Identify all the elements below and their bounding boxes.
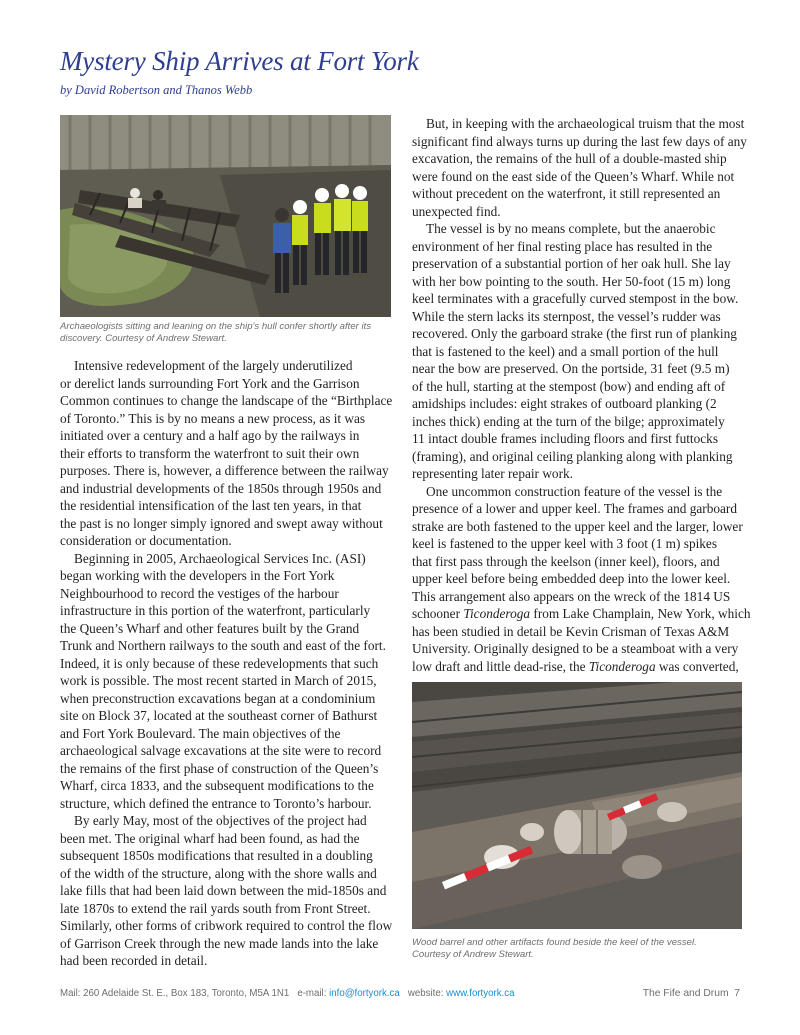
text-line: Neighbourhood to record the vestiges of the harbour (60, 585, 339, 601)
text-line: inches thick) ending at the turn of the bilge; approximately (412, 413, 725, 429)
text-line: been met. The original wharf had been found, as had the (60, 830, 360, 846)
text-line: initiated over a century and a half ago by the railways in (60, 428, 360, 443)
text-line: (framing), and original ceiling planking along with planking (412, 448, 733, 464)
article-title: Mystery Ship Arrives at Fort York (60, 46, 419, 76)
text-line: preservation of a substantial portion of her oak hull. She lay (412, 256, 731, 271)
text-line: that is fastened to the keel) and a small portion of the hull (412, 343, 719, 359)
text-line: or derelict lands surrounding Fort York and the Garrison (60, 375, 360, 391)
text-line: One uncommon construction feature of the vessel is the (426, 483, 723, 499)
text-line: structure, which defined the entrance to Toronto’s harbour. (60, 795, 372, 811)
page-number: 7 (734, 988, 740, 999)
text-line: amidships includes: eight strakes of outboard planking (2 (412, 396, 717, 411)
text-line: archaeological salvage excavations at the site were to record (60, 743, 382, 758)
text-line: the remains of the first phase of construction of the Queen’s (60, 760, 379, 776)
page-footer (60, 988, 514, 999)
text-line: keel is fastened to the upper keel with 3 foot (1 m) spikes (412, 536, 718, 551)
text-line: of Toronto.” This is by no means a new process, as it was (60, 410, 366, 426)
article-body-right-column (412, 115, 751, 675)
barrel-artifacts-photo (412, 682, 742, 929)
ship-name: Ticonderoga (588, 658, 656, 674)
text-line: recovered. Only the garboard strake (the first run of planking (412, 326, 737, 341)
text-line: infrastructure in this portion of the waterfront, particularly (60, 603, 371, 618)
text-line: work is possible. The most recent started in March of 2015, (60, 673, 377, 688)
text-line: Similarly, other forms of cribwork required to control the flow (60, 918, 393, 933)
text-line: But, in keeping with the archaeological truism that the most (426, 116, 745, 131)
text-line: without precedent on the waterfront, it still represented an (412, 186, 721, 201)
text-line: and industrial developments of the 1850s through 1950s and (60, 480, 382, 496)
text-line: began working with the developers in the Fort York (60, 568, 335, 583)
text-line: By early May, most of the objectives of the project had (74, 813, 367, 828)
text-line: strake are both fastened to the upper keel and the larger, lower (412, 518, 743, 534)
text-line: presence of a lower and upper keel. The frames and garboard (412, 501, 738, 516)
text-line: keel terminates with a gracefully curved stempost in the bow. (412, 291, 739, 306)
website-link[interactable]: www.fortyork.ca (446, 988, 515, 999)
text-line: Trunk and Northern railways to the south and east of the fort. (60, 638, 386, 653)
text-line: late 1870s to extend the rail yards south from Front Street. (60, 900, 371, 916)
text-line: University. Originally designed to be a steamboat with a very (412, 641, 739, 656)
text-line: Wharf, circa 1833, and the subsequent modifications to the (60, 778, 374, 793)
text-line: the past is no longer simply ignored and swept away without (60, 515, 383, 531)
text-line: 11 intact double frames including floors and first futtocks (412, 431, 719, 446)
text-line: significant find always turns up during the last few days of any (412, 133, 747, 149)
email-link[interactable]: info@fortyork.ca (329, 988, 400, 999)
text-line: with her bow pointing to the south. Her 50-foot (15 m) long (412, 273, 731, 289)
text-line: that first pass through the keelson (inner keel), floors, and (412, 553, 720, 569)
text-line: Indeed, it is only because of these redevelopments that such (60, 655, 379, 671)
website-label: website: (407, 988, 444, 999)
photo-caption (412, 937, 742, 961)
text-line: The vessel is by no means complete, but the anaerobic (426, 221, 716, 236)
text-line: the Queen’s Wharf and other features built by the Grand (60, 620, 360, 636)
text-line: low draft and little dead-rise, the Ticonderoga was converted, (412, 658, 739, 674)
text-line: Common continues to change the landscape of the “Birthplace (60, 393, 393, 408)
text-line: unexpected find. (412, 203, 501, 219)
text-line: the residential intensification of the last ten years, in that (60, 498, 362, 513)
text-line: of Garrison Creek through the new made lands into the lake (60, 935, 379, 951)
text-line: upper keel before being embedded deep into the lower keel. (412, 571, 731, 586)
text-line: and Fort York Boulevard. The main objectives of the (60, 725, 341, 741)
text-line: subsequent 1850s modifications that resulted in a doubling (60, 848, 373, 863)
article-byline: by David Robertson and Thanos Webb (60, 83, 253, 97)
text-line: site on Block 37, located at the southeast corner of Bathurst (60, 708, 378, 723)
text-line: While the stern lacks its sternpost, the vessel’s rudder was (412, 308, 721, 324)
publication-page-number (643, 988, 740, 999)
mailing-address: Mail: 260 Adelaide St. E., Box 183, Toronto, M5A 1N1 (60, 988, 290, 999)
text-line: of the hull, starting at the stempost (bow) and ending aft of (412, 378, 726, 394)
text-line: schooner Ticonderoga from Lake Champlain, New York, which (412, 606, 751, 621)
text-line: excavation, the remains of the hull of a double-masted ship (412, 151, 727, 166)
text-line: lake fills that had been laid down between the mid-1850s and (60, 883, 387, 898)
article-body-left-column (60, 357, 392, 970)
text-line: of the width of the structure, along with the shore walls and (60, 865, 377, 881)
excavation-site-photo (60, 115, 391, 317)
text-line: had been recorded in detail. (60, 953, 208, 968)
text-line: consideration or documentation. (60, 533, 232, 548)
text-line: This arrangement also appears on the wreck of the 1814 US (412, 588, 731, 604)
caption-line: Courtesy of Andrew Stewart. (412, 949, 534, 960)
text-line: were found on the east side of the Queen’s Wharf. While not (412, 168, 735, 184)
text-line: has been studied in detail be Kevin Crisman of Texas A&M (412, 623, 730, 639)
ship-name: Ticonderoga (463, 606, 531, 621)
text-line: their efforts to transform the waterfront to suit their own (60, 445, 360, 461)
text-line: near the bow are preserved. On the portside, 31 feet (9.5 m) (412, 361, 730, 376)
caption-line: discovery. Courtesy of Andrew Stewart. (60, 333, 227, 344)
text-line: representing later repair work. (412, 466, 573, 481)
caption-line: Wood barrel and other artifacts found beside the keel of the vessel. (412, 937, 697, 948)
text-line: purposes. There is, however, a difference between the railway (60, 463, 389, 478)
email-label: e-mail: (297, 988, 327, 999)
caption-line: Archaeologists sitting and leaning on the ship's hull confer shortly after its (60, 321, 372, 332)
photo-caption (60, 321, 391, 345)
publication-name: The Fife and Drum (642, 988, 729, 999)
text-line: when preconstruction excavations began at a condominium (60, 690, 376, 706)
text-line: environment of her final resting place has resulted in the (412, 238, 713, 254)
text-line: Beginning in 2005, Archaeological Services Inc. (ASI) (74, 550, 366, 566)
text-line: Intensive redevelopment of the largely underutilized (74, 358, 353, 373)
